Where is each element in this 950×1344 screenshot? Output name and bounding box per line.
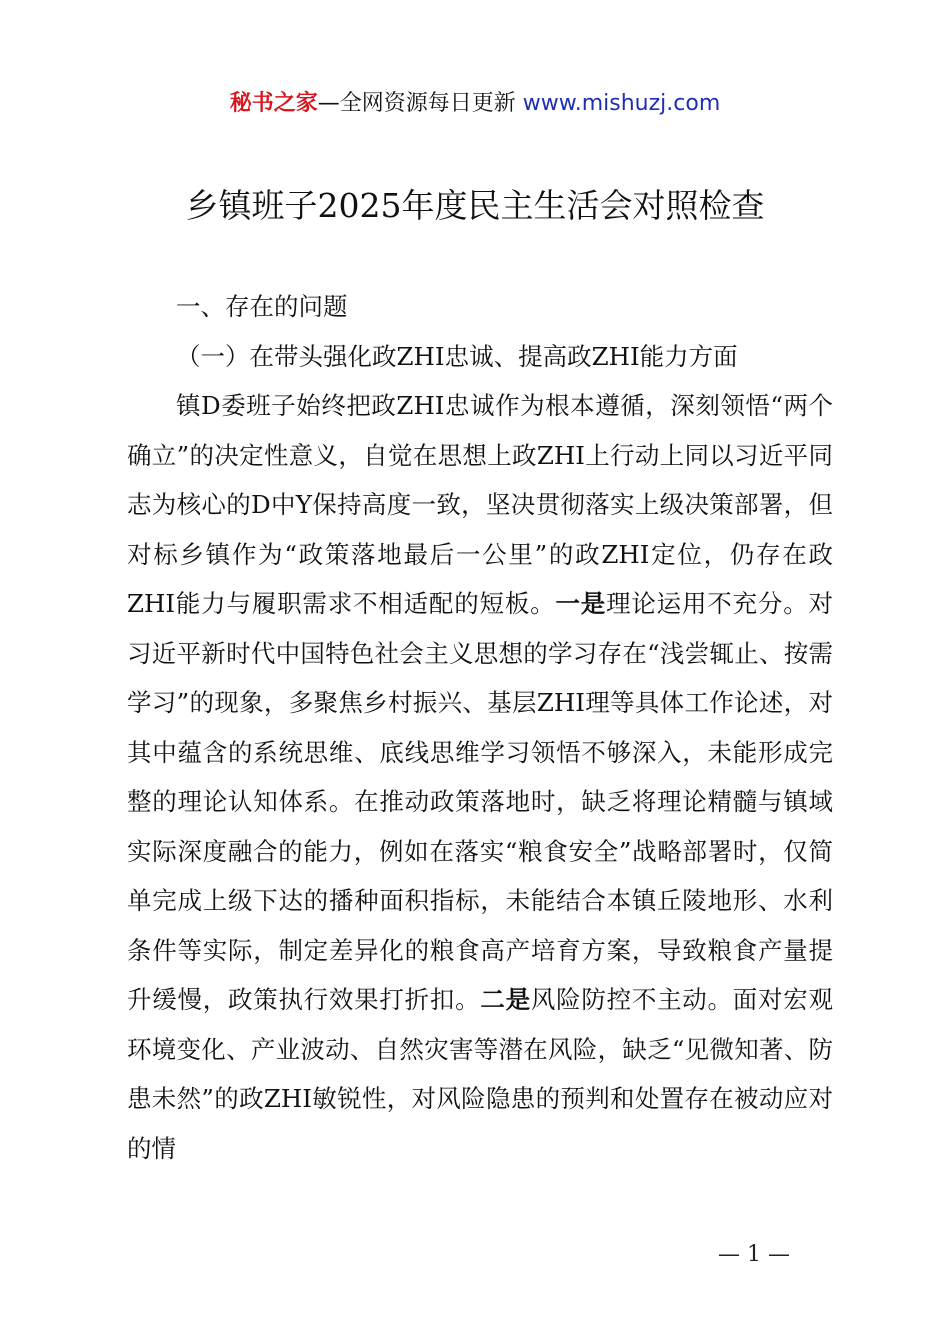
site-brand: 秘书之家 (229, 91, 318, 116)
point-label-1: 一是 (555, 589, 607, 618)
paragraph-intro: 镇D委班子始终把政ZHI忠诚作为根本遵循，深刻领悟“两个确立”的决定性意义，自觉在思想上政ZHI上行动上同以习近平同志为核心的D中Y保持高度一致，坚决贯彻落实上级决策部署，但对标乡镇作为“政策落地最后一公里”的政ZHI定位，仍存在政ZHI能力与履职需求不相适配的短板。 (127, 391, 833, 618)
document-title: 乡镇班子2025年度民主生活会对照检查 (185, 186, 765, 225)
document-body (127, 282, 833, 1173)
point-label-2: 二是 (480, 985, 531, 1014)
subsection-heading: （一）在带头强化政ZHI忠诚、提高政ZHI能力方面 (176, 341, 738, 371)
point-text-2: 风险防控不主动。面对宏观环境变化、产业波动、自然灾害等潜在风险，缺乏“见微知著、防患未然”的政ZHI敏锐性，对风险隐患的预判和处置存在被动应对的情 (127, 985, 834, 1163)
point-text-1: 理论运用不充分。对习近平新时代中国特色社会主义思想的学习存在“浅尝辄止、按需学习”的现象，多聚焦乡村振兴、基层ZHI理等具体工作论述，对其中蕴含的系统思维、底线思维学习领悟不够深入，未能形成完整的理论认知体系。在推动政策落地时，缺乏将理论精髓与镇域实际深度融合的能力，例如在落实“粮食安全”战略部署时，仅简单完成上级下达的播种面积指标，未能结合本镇丘陵地形、水利条件等实际，制定差异化的粮食高产培育方案，导致粮食产量提升缓慢，政策执行效果打折扣。 (127, 589, 833, 1014)
body-paragraph (127, 381, 833, 1173)
section-heading: 一、存在的问题 (176, 292, 348, 321)
site-slogan: —全网资源每日更新 (317, 91, 516, 116)
page-number: — 1 — (718, 1242, 790, 1267)
site-url[interactable]: www.mishuzj.com (522, 91, 721, 116)
site-header (0, 86, 950, 122)
